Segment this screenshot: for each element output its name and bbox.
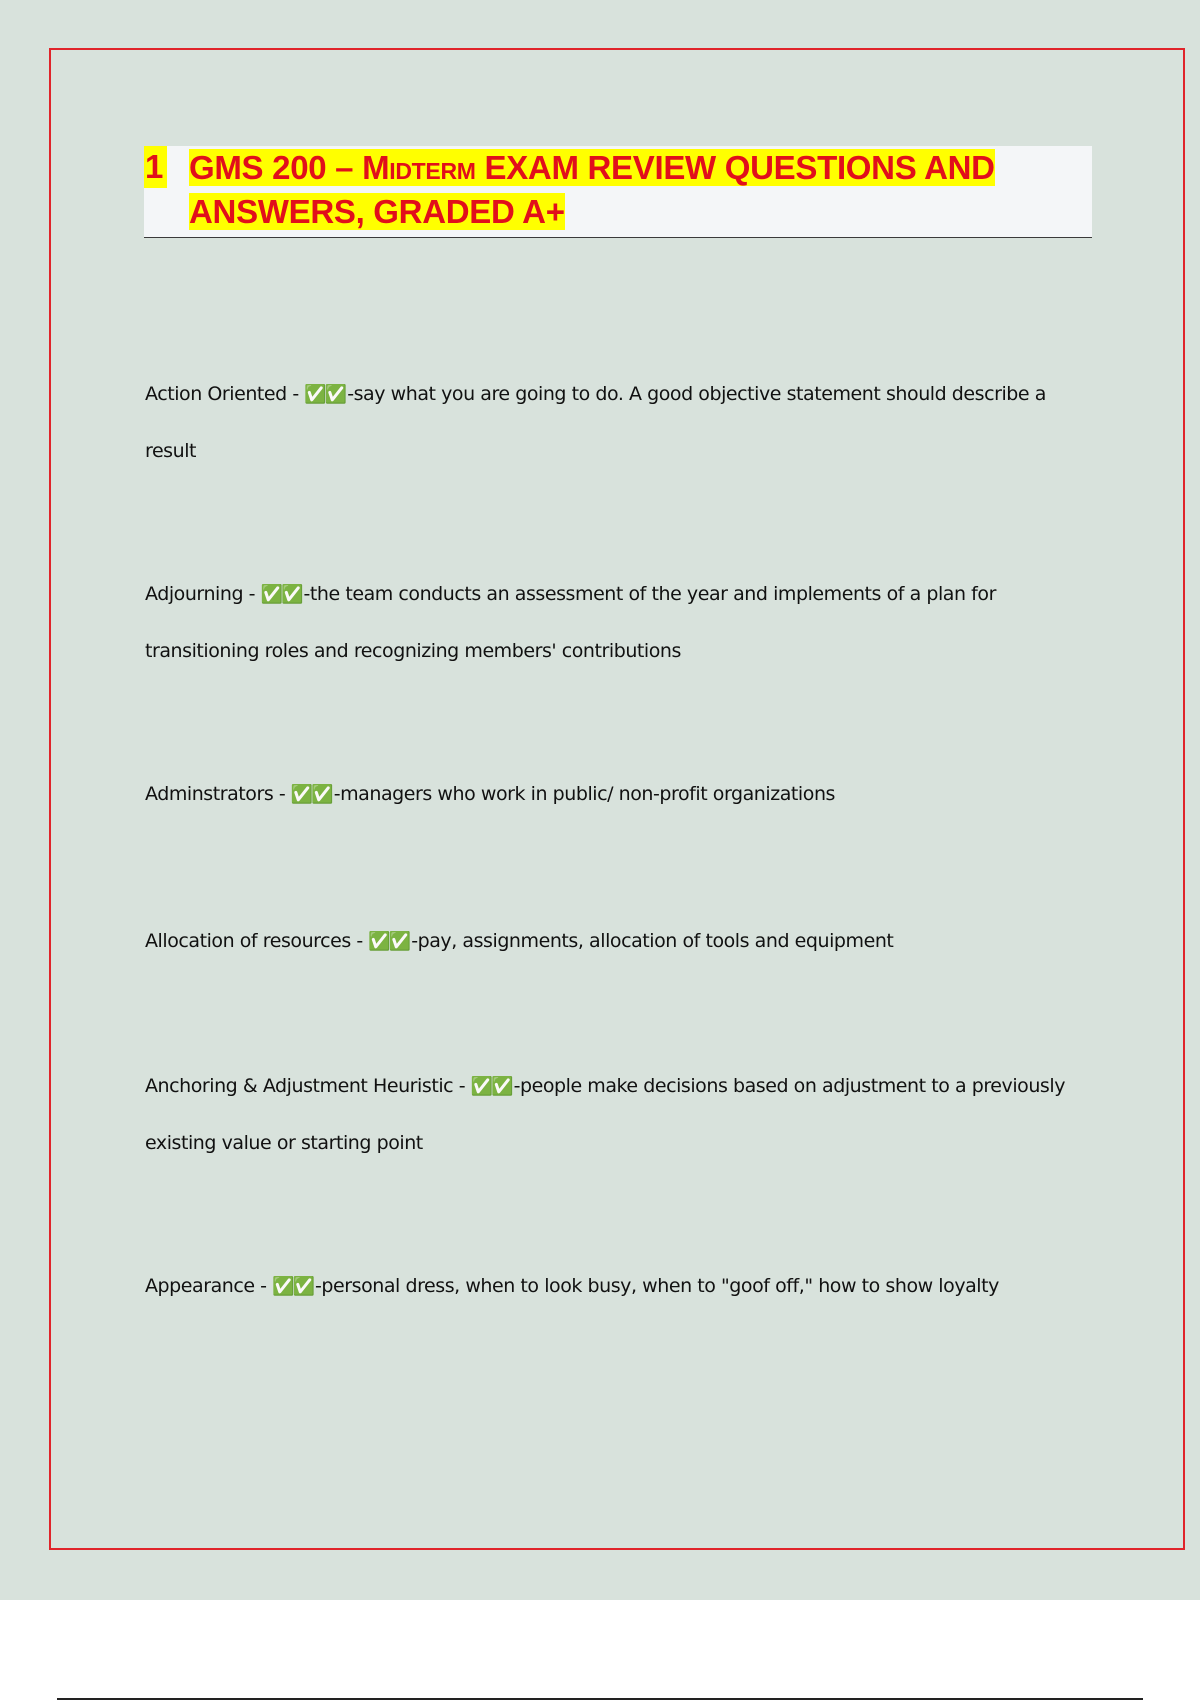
glossary-entry: Adminstrators - ✅✅ -managers who work in public/ non-profit organizations — [145, 766, 1075, 823]
double-checkmark-icon: ✅✅ — [272, 1276, 314, 1297]
glossary-entry: Action Oriented - ✅✅ -say what you are going to do. A good objective statement should describe a result — [145, 366, 1075, 480]
entry-definition: -say what you are going to do. A good objective statement should describe a result — [145, 383, 1046, 462]
document-heading — [144, 146, 1092, 238]
entry-term: Adminstrators — [145, 783, 274, 805]
document-title — [189, 146, 1019, 234]
glossary-entry: Adjourning - ✅✅ -the team conducts an assessment of the year and implements of a plan for transitioning roles and recognizing members' contributions — [145, 566, 1075, 680]
double-checkmark-icon: ✅✅ — [304, 384, 346, 405]
glossary-entry: Allocation of resources - ✅✅ -pay, assignments, allocation of tools and equipment — [145, 913, 1075, 970]
entry-term: Appearance — [145, 1275, 255, 1297]
glossary-entry: Anchoring & Adjustment Heuristic - ✅✅ -people make decisions based on adjustment to a previously existing value or starting point — [145, 1058, 1075, 1172]
double-checkmark-icon: ✅✅ — [260, 584, 302, 605]
double-checkmark-icon: ✅✅ — [290, 784, 332, 805]
entry-term: Action Oriented — [145, 383, 287, 405]
glossary-entry: Appearance - ✅✅ -personal dress, when to look busy, when to "goof off," how to show loyalty — [145, 1258, 1075, 1315]
entry-definition: -managers who work in public/ non-profit organizations — [333, 783, 835, 805]
double-checkmark-icon: ✅✅ — [368, 931, 410, 952]
entry-definition: -personal dress, when to look busy, when to "goof off," how to show loyalty — [315, 1275, 999, 1297]
document-title-text: GMS 200 – Midterm EXAM REVIEW QUESTIONS AND ANSWERS, GRADED A+ — [189, 149, 995, 230]
entry-definition: -the team conducts an assessment of the year and implements of a plan for transitioning roles and recognizing members' contributions — [145, 583, 996, 662]
entry-definition: -people make decisions based on adjustment to a previously existing value or starting point — [145, 1075, 1065, 1154]
heading-number: 1 — [144, 146, 167, 188]
entry-term: Anchoring & Adjustment Heuristic — [145, 1075, 454, 1097]
entry-definition: -pay, assignments, allocation of tools and equipment — [411, 930, 894, 952]
double-checkmark-icon: ✅✅ — [470, 1076, 512, 1097]
entry-term: Adjourning — [145, 583, 244, 605]
entry-term: Allocation of resources — [145, 930, 351, 952]
